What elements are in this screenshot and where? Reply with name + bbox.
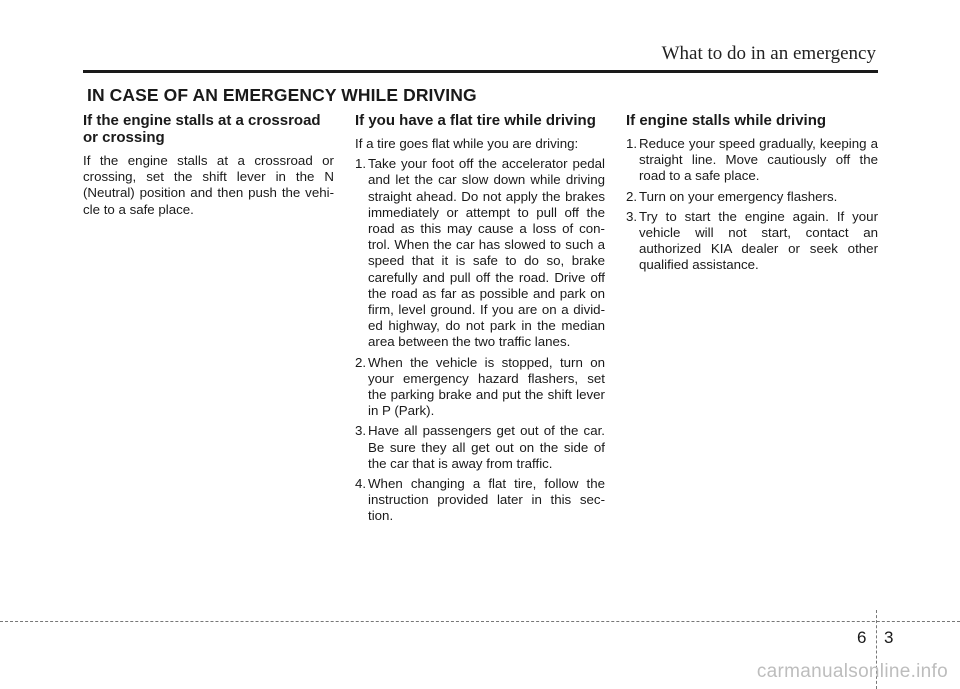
list-item [626, 136, 878, 185]
watermark: carmanualsonline.info [756, 661, 948, 682]
list-item-text: Try to start the engine again. If your vehicle will not start, contact an authorized KIA dealer or seek other qualified assistance. [639, 208, 878, 273]
list-item [355, 476, 605, 525]
list-item-text: Reduce your speed gradually, keeping a straight line. Move cautiously off the road to a safe place. [639, 136, 878, 184]
list-item-text: Have all passengers get out of the car. Be sure they all get out on the side of the car that is away from traffic. [368, 423, 605, 471]
column-paragraph: If the engine stalls at a crossroad or crossing, set the shift lever in the N (Neutral) position and then push the vehi-cle to a safe place. [83, 153, 334, 217]
column-engine-stalls-crossroad [83, 112, 334, 222]
list-item [355, 423, 605, 472]
footer-divider [0, 621, 960, 622]
flat-tire-steps [355, 156, 605, 524]
list-item-number: 1. [355, 156, 367, 172]
list-item [626, 189, 878, 205]
column-heading: If the engine stalls at a crossroad or crossing [83, 112, 321, 146]
list-item-number: 2. [626, 188, 638, 204]
column-engine-stalls-driving [626, 112, 878, 278]
section-number: 6 [857, 628, 867, 647]
page-number: 3 [884, 628, 894, 647]
list-item-number: 1. [626, 136, 638, 151]
list-item-number: 4. [355, 476, 367, 492]
column-paragraph: If a tire goes flat while you are driving: [355, 136, 579, 151]
list-item-text: When changing a flat tire, follow the instruction provided later in this sec-tion. [368, 476, 605, 524]
list-item-number: 2. [355, 354, 367, 370]
list-item-text: Take your foot off the accelerator pedal and let the car slow down while driving straight ahead. Do not apply the brakes immediately or attempt to pull off the road as this may cause a loss of con-trol. When the car has slowed to such a speed that it is safe to do so, brake carefully and pull off the road. Drive off the road as far as possible and park on firm, level ground. If you are on a divid-ed highway, do not park in the median area between the two traffic lanes. [368, 156, 605, 350]
list-item [626, 209, 878, 274]
list-item-text: Turn on your emergency flashers. [639, 188, 838, 204]
list-item-number: 3. [355, 423, 367, 439]
list-item-text: When the vehicle is stopped, turn on your emergency hazard flashers, set the parking brake and put the shift lever in P (Park). [368, 354, 605, 419]
header-rule [83, 70, 878, 73]
list-item [355, 355, 605, 420]
list-item [355, 156, 605, 350]
list-item-number: 3. [626, 208, 638, 224]
column-heading: If engine stalls while driving [626, 112, 827, 129]
column-heading: If you have a flat tire while driving [355, 112, 596, 129]
section-heading: IN CASE OF AN EMERGENCY WHILE DRIVING [87, 85, 477, 105]
column-flat-tire [355, 112, 605, 529]
engine-stall-steps [626, 136, 878, 274]
chapter-title: What to do in an emergency [661, 43, 876, 64]
